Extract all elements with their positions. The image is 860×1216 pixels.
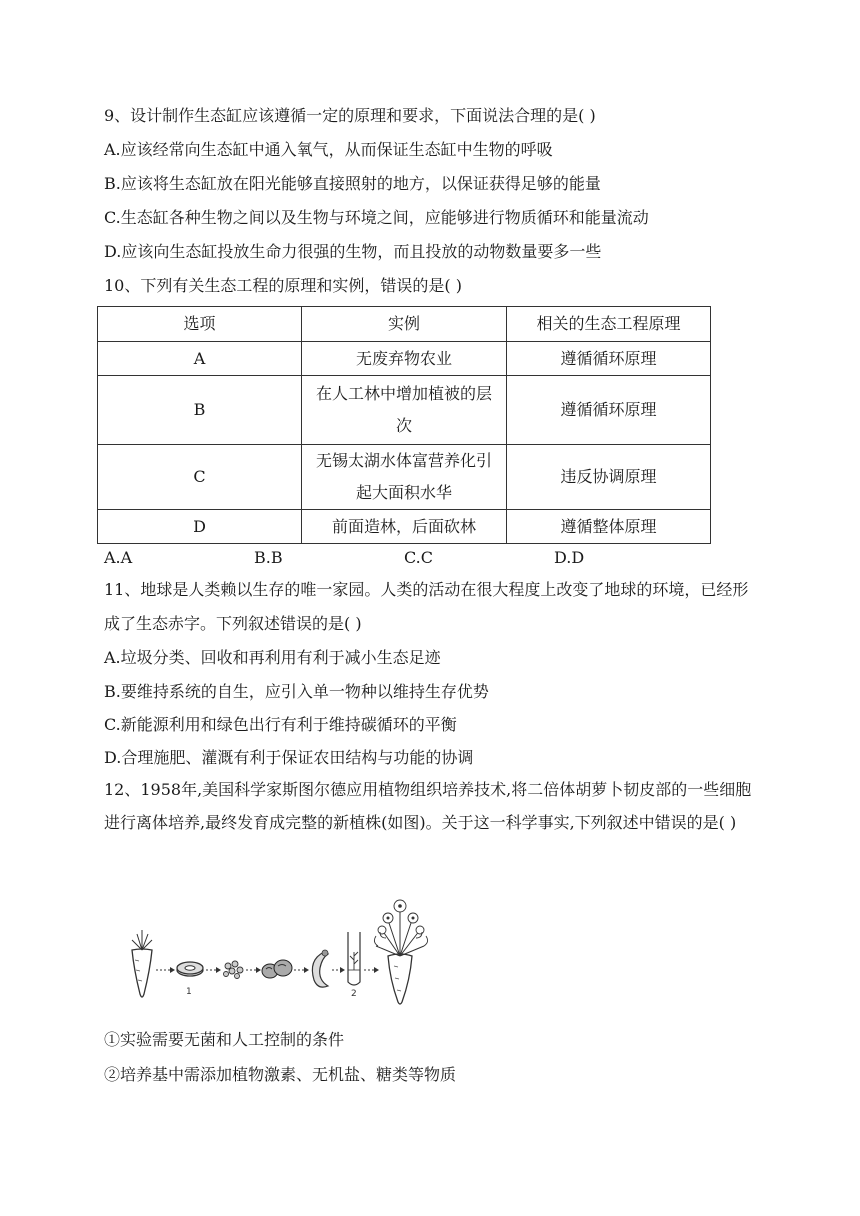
table-cell: 遵循整体原理	[506, 510, 710, 544]
carrot-icon	[132, 930, 152, 997]
carrot-tissue-culture-figure	[120, 890, 460, 1010]
q10-option-b: B.B	[254, 548, 283, 567]
q11-option-c: C.新能源利用和绿色出行有利于维持碳循环的平衡	[104, 715, 457, 734]
figure-label-2: 2	[351, 989, 357, 999]
figure-label-1: 1	[186, 987, 192, 997]
q10-table	[97, 306, 711, 544]
table-cell: D	[98, 510, 302, 544]
table-cell: 违反协调原理	[506, 445, 710, 510]
table-row	[98, 376, 711, 445]
cell-cluster-icon	[224, 961, 244, 979]
table-row	[98, 445, 711, 510]
slice-icon	[177, 962, 203, 976]
q11-option-b: B.要维持系统的自生，应引入单一物种以维持生存优势	[104, 682, 489, 701]
callus-icon	[262, 960, 292, 978]
q12-stem: 12、1958年,美国科学家斯图尔德应用植物组织培养技术,将二倍体胡萝卜韧皮部的一些细胞进行离体培养,最终发育成完整的新植株(如图)。关于这一科学事实,下列叙述中错误的是( )	[104, 780, 752, 832]
q10-options	[104, 548, 764, 568]
table-header-cell: 相关的生态工程原理	[506, 307, 710, 342]
q9-option-a: A.应该经常向生态缸中通入氧气，从而保证生态缸中生物的呼吸	[104, 140, 553, 159]
mature-carrot-plant-icon	[374, 900, 427, 1004]
q10-option-d: D.D	[554, 548, 585, 567]
q10-option-a: A.A	[104, 548, 133, 567]
table-cell: 遵循循环原理	[506, 342, 710, 376]
q12-statement-2: ②培养基中需添加植物激素、无机盐、糖类等物质	[104, 1065, 457, 1084]
table-row	[98, 342, 711, 376]
table-cell: C	[98, 445, 302, 510]
q10-option-c: C.C	[404, 548, 433, 567]
q10-stem: 10、下列有关生态工程的原理和实例，错误的是( )	[104, 276, 462, 295]
q9-option-c: C.生态缸各种生物之间以及生物与环境之间，应能够进行物质循环和能量流动	[104, 208, 649, 227]
q9-option-d: D.应该向生态缸投放生命力很强的生物，而且投放的动物数量要多一些	[104, 242, 602, 261]
table-cell: B	[98, 376, 302, 445]
q11-stem: 11、地球是人类赖以生存的唯一家园。人类的活动在很大程度上改变了地球的环境，已经形成了生态赤字。下列叙述错误的是( )	[104, 580, 749, 633]
test-tube-icon	[348, 932, 360, 985]
q9-stem: 9、设计制作生态缸应该遵循一定的原理和要求，下面说法合理的是( )	[104, 106, 596, 125]
table-header-cell: 实例	[302, 307, 507, 342]
embryo-icon	[312, 950, 328, 987]
table-cell	[302, 445, 507, 510]
table-cell: 前面造林，后面砍林	[302, 510, 507, 544]
table-cell: 遵循循环原理	[506, 376, 710, 445]
q9-option-b: B.应该将生态缸放在阳光能够直接照射的地方，以保证获得足够的能量	[104, 174, 601, 193]
q12-statement-1: ①实验需要无菌和人工控制的条件	[104, 1030, 345, 1049]
table-cell-text: 无锡太湖水体富营养化引起大面积水华	[315, 451, 492, 502]
table-cell: A	[98, 342, 302, 376]
table-header-row	[98, 307, 711, 342]
table-cell	[302, 376, 507, 445]
table-row	[98, 510, 711, 544]
q11-option-a: A.垃圾分类、回收和再利用有利于减小生态足迹	[104, 648, 441, 667]
q11-option-d: D.合理施肥、灌溉有利于保证农田结构与功能的协调	[104, 748, 474, 767]
table-cell-text: 在人工林中增加植被的层次	[315, 384, 492, 435]
table-cell: 无废弃物农业	[302, 342, 507, 376]
table-header-cell: 选项	[98, 307, 302, 342]
